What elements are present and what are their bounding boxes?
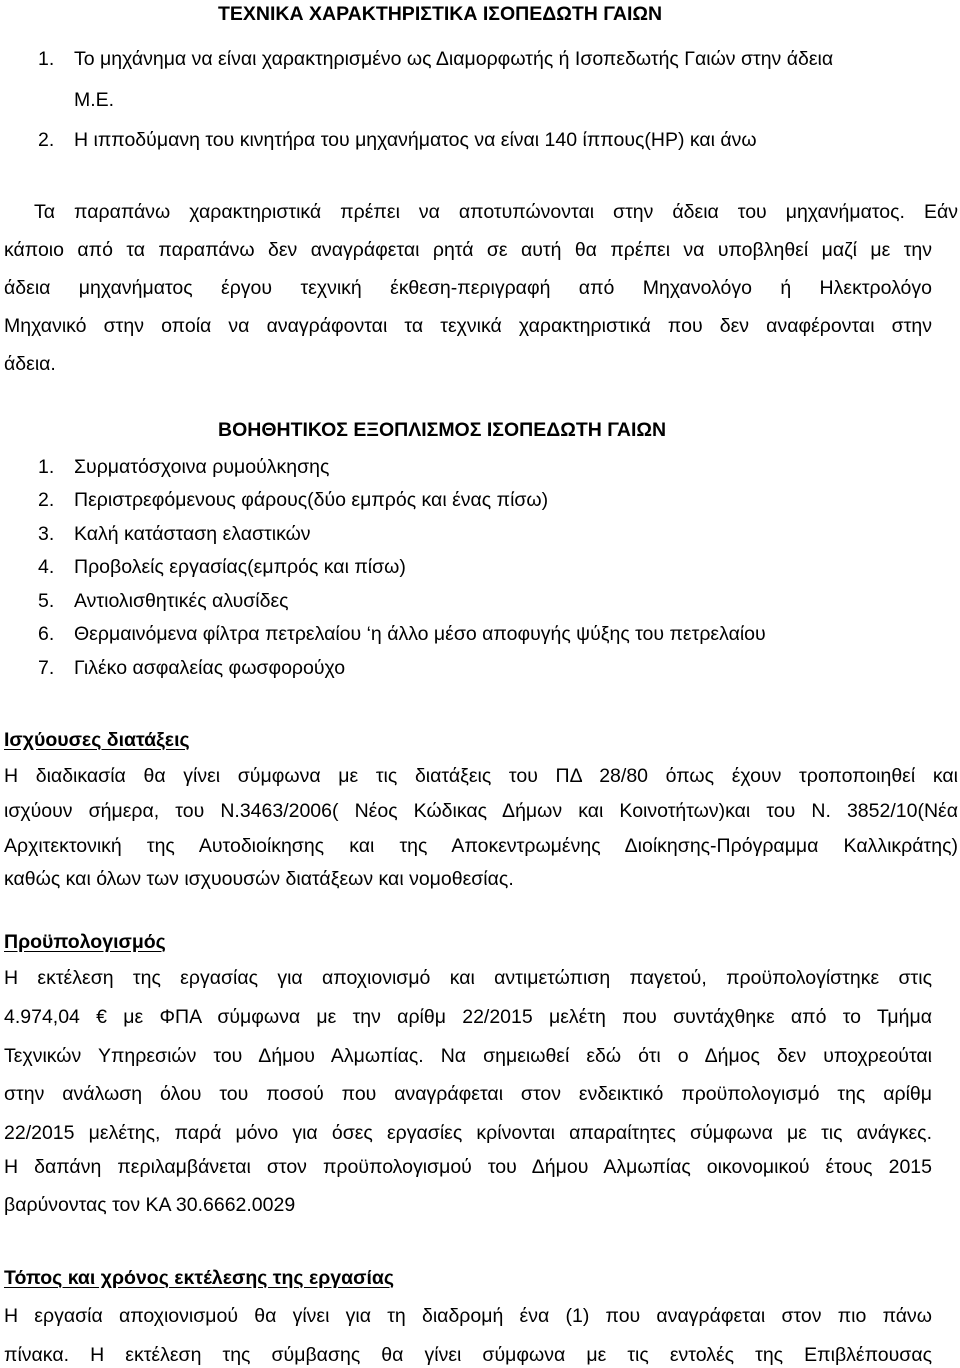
list-number: 1. — [38, 456, 55, 478]
list-item-text: Περιστρεφόμενους φάρους(δύο εμπρός και ένας πίσω) — [74, 489, 549, 511]
list-number: 2. — [38, 129, 55, 151]
budget-line: Τεχνικών Υπηρεσιών του Δήμου Αλμωπίας. Να σημειωθεί εδώ ότι ο Δήμος δεν υποχρεούται — [4, 1045, 932, 1067]
note-line: Μηχανικό στην οποία να αναγράφονται τα τεχνικά χαρακτηριστικά που δεν αναφέρονται στην — [4, 315, 932, 337]
list-item-text: Θερμαινόμενα φίλτρα πετρελαίου ‘η άλλο μέσο αποφυγής ψύξης του πετρελαίου — [74, 623, 766, 645]
list-number: 4. — [38, 556, 55, 578]
list-item-text: Η ιπποδύμανη του κινητήρα του μηχανήματος να είναι 140 ίππους(HP) και άνω — [74, 129, 757, 151]
budget-line: στην ανάλωση όλου του ποσού που αναγράφεται στον ενδεικτικό προϋπολογισμό της αρίθμ — [4, 1083, 932, 1105]
list-number: 7. — [38, 657, 55, 679]
note-line: άδεια. — [4, 353, 56, 375]
provisions-line: καθώς και όλων των ισχυουσών διατάξεων και νομοθεσίας. — [4, 868, 514, 890]
equipment-item-5 — [38, 589, 289, 613]
list-item-text: Συρματόσχοινα ρυμούλκησης — [74, 456, 330, 478]
budget-line: 22/2015 μελέτης, παρά μόνο για όσες εργασίες κρίνονται απαραίτητες σύμφωνα με τις ανάγκες. — [4, 1122, 932, 1144]
requirement-item-1 — [38, 47, 833, 71]
list-number: 6. — [38, 623, 55, 645]
provisions-heading: Ισχύουσες διατάξεις — [4, 729, 190, 751]
equipment-item-3 — [38, 522, 311, 546]
location-heading: Τόπος και χρόνος εκτέλεσης της εργασίας — [4, 1267, 394, 1289]
list-item-text: Γιλέκο ασφαλείας φωσφορούχο — [74, 657, 346, 679]
requirement-item-2 — [38, 128, 757, 152]
equipment-heading: ΒΟΗΘΗΤΙΚΟΣ ΕΞΟΠΛΙΣΜΟΣ ΙΣΟΠΕΔΩΤΗ ΓΑΙΩΝ — [218, 419, 667, 441]
list-number: 1. — [38, 48, 55, 70]
note-line: κάποιο από τα παραπάνω δεν αναγράφεται ρητά σε αυτή θα πρέπει να υποβληθεί μαζί με την — [4, 239, 932, 261]
requirement-item-1-continued — [74, 88, 114, 112]
equipment-item-2 — [38, 488, 548, 512]
provisions-line: Αρχιτεκτονική της Αυτοδιοίκησης και της Αποκεντρωμένης Διοίκησης-Πρόγραμμα Καλλικράτης) — [4, 835, 958, 857]
provisions-line: Η διαδικασία θα γίνει σύμφωνα με τις διατάξεις του ΠΔ 28/80 όπως έχουν τροποποιηθεί και — [4, 765, 958, 787]
equipment-item-4 — [38, 555, 406, 579]
equipment-item-7 — [38, 656, 345, 680]
list-item-text: Καλή κατάσταση ελαστικών — [74, 523, 311, 545]
note-line: Τα παραπάνω χαρακτηριστικά πρέπει να αποτυπώνονται στην άδεια του μηχανήματος. Εάν — [34, 201, 958, 223]
equipment-item-1 — [38, 455, 329, 479]
budget-line: βαρύνοντας τον ΚΑ 30.6662.0029 — [4, 1194, 296, 1216]
provisions-line: ισχύουν σήμερα, του Ν.3463/2006( Νέος Κώδικας Δήμων και Κοινοτήτων)και του Ν. 3852/10(Νέα — [4, 800, 958, 822]
equipment-item-6 — [38, 622, 766, 646]
list-number: 3. — [38, 523, 55, 545]
budget-line: Η εκτέλεση της εργασίας για αποχιονισμό και αντιμετώπιση παγετού, προϋπολογίστηκε στις — [4, 967, 932, 989]
list-item-text: Προβολείς εργασίας(εμπρός και πίσω) — [74, 556, 406, 578]
budget-line: Η δαπάνη περιλαμβάνεται στον προϋπολογισμού του Δήμου Αλμωπίας οικονομικού έτους 2015 — [4, 1156, 932, 1178]
budget-heading: Προϋπολογισμός — [4, 931, 166, 953]
list-number: 2. — [38, 489, 55, 511]
location-line: πίνακα. Η εκτέλεση της σύμβασης θα γίνει σύμφωνα με τις εντολές της Επιβλέπουσας — [4, 1344, 932, 1366]
page-title: ΤΕΧΝΙΚΑ ΧΑΡΑΚΤΗΡΙΣΤΙΚΑ ΙΣΟΠΕΔΩΤΗ ΓΑΙΩΝ — [218, 3, 663, 25]
list-number: 5. — [38, 590, 55, 612]
note-line: άδεια μηχανήματος έργου τεχνική έκθεση-περιγραφή από Μηχανολόγο ή Ηλεκτρολόγο — [4, 277, 932, 299]
location-line: Η εργασία αποχιονισμού θα γίνει για τη διαδρομή ένα (1) που αναγράφεται στον πιο πάνω — [4, 1305, 932, 1327]
list-item-text: Αντιολισθητικές αλυσίδες — [74, 590, 289, 612]
list-item-text: Μ.Ε. — [74, 89, 115, 111]
list-item-text: Το μηχάνημα να είναι χαρακτηρισμένο ως Διαμορφωτής ή Ισοπεδωτής Γαιών στην άδεια — [74, 48, 834, 70]
budget-line: 4.974,04 € με ΦΠΑ σύμφωνα με την αρίθμ 22/2015 μελέτη που συντάχθηκε από το Τμήμα — [4, 1006, 932, 1028]
